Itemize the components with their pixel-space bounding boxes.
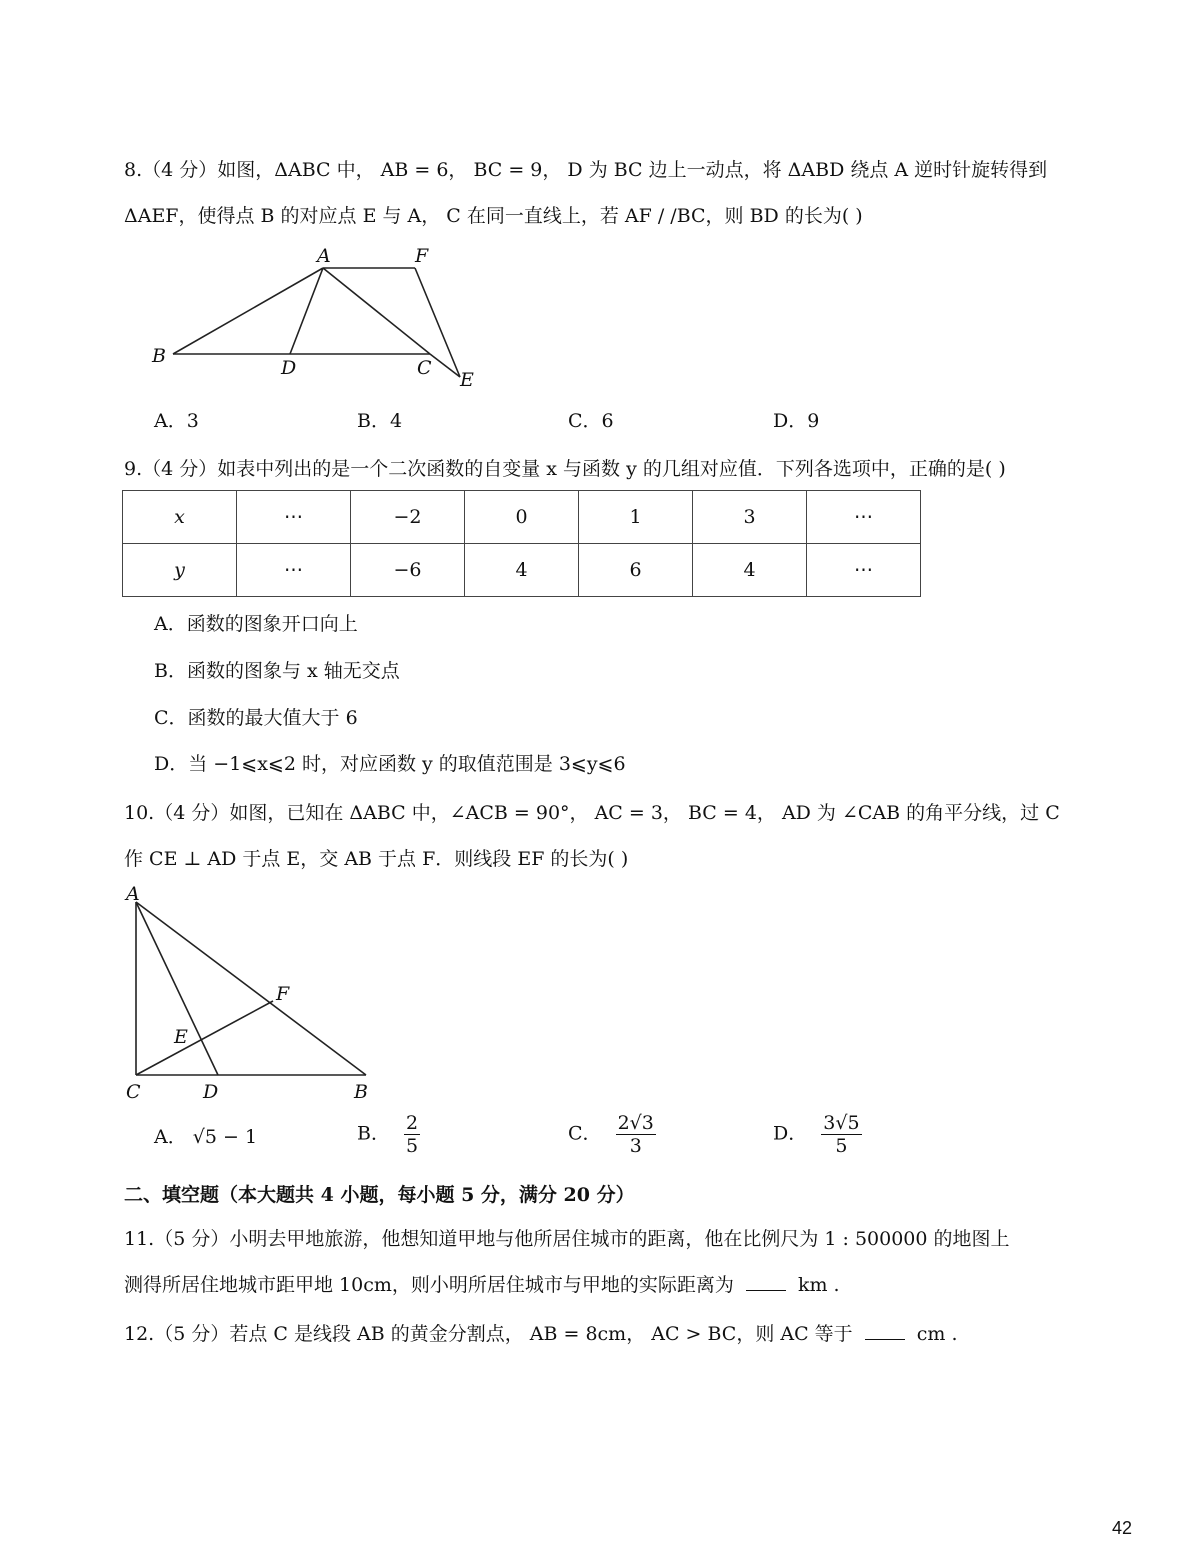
fraction-denominator: 3 xyxy=(629,1135,642,1157)
option-label: B． xyxy=(357,1122,390,1145)
q8-option-d: D．9 xyxy=(773,410,820,432)
q9-option-d: D．当 −1⩽x⩽2 时，对应函数 y 的取值范围是 3⩽y⩽6 xyxy=(154,753,626,775)
table-cell: ⋯ xyxy=(807,544,921,597)
table-cell: y xyxy=(123,544,237,597)
q11-stem-line2 xyxy=(124,1272,840,1298)
page-number: 42 xyxy=(1111,1518,1132,1538)
q12-stem-text: 12.（5 分）若点 C 是线段 AB 的黄金分割点， AB = 8cm， AC > BC，则 AC 等于 xyxy=(124,1323,853,1345)
q10-option-d xyxy=(773,1112,862,1157)
q10-option-a xyxy=(154,1124,257,1150)
q10-label-c: C xyxy=(126,1081,141,1103)
q10-option-b xyxy=(357,1112,420,1157)
fraction-numerator: 2 xyxy=(406,1112,419,1134)
table-cell: ⋯ xyxy=(807,491,921,544)
q8-label-d: D xyxy=(281,357,297,379)
q10-stem-line2: 作 CE ⊥ AD 于点 E，交 AB 于点 F．则线段 EF 的长为( ) xyxy=(124,848,629,870)
q12-stem xyxy=(124,1321,958,1347)
answer-blank[interactable] xyxy=(746,1290,786,1291)
q10-label-e: E xyxy=(174,1026,188,1048)
q8-label-b: B xyxy=(152,345,166,367)
table-cell: x xyxy=(123,491,237,544)
table-cell: −6 xyxy=(351,544,465,597)
q8-label-c: C xyxy=(417,357,432,379)
q9-option-c: C．函数的最大值大于 6 xyxy=(154,707,358,729)
q10-label-d: D xyxy=(203,1081,219,1103)
option-label: A． xyxy=(154,1126,187,1148)
q8-stem-line2: ΔAEF，使得点 B 的对应点 E 与 A， C 在同一直线上，若 AF / /BC，则 BD 的长为( ) xyxy=(124,205,863,227)
q8-label-f: F xyxy=(415,245,429,267)
fraction-denominator: 5 xyxy=(406,1135,419,1157)
fraction-denominator: 5 xyxy=(835,1135,848,1157)
q8-option-b: B．4 xyxy=(357,410,403,432)
q8-option-c: C．6 xyxy=(568,410,614,432)
q10-label-a: A xyxy=(126,883,140,905)
q8-stem-line1: 8.（4 分）如图，ΔABC 中， AB = 6， BC = 9， D 为 BC 边上一动点，将 ΔABD 绕点 A 逆时针旋转得到 xyxy=(124,159,1048,181)
q10-stem-line1: 10.（4 分）如图，已知在 ΔABC 中，∠ACB = 90°， AC = 3， BC = 4， AD 为 ∠CAB 的角平分线，过 C xyxy=(124,802,1060,824)
table-cell: 4 xyxy=(465,544,579,597)
fraction xyxy=(404,1112,420,1157)
q10-label-f: F xyxy=(276,983,290,1005)
q10-label-b: B xyxy=(354,1081,368,1103)
table-cell: 0 xyxy=(465,491,579,544)
q8-label-e: E xyxy=(460,369,474,391)
answer-blank[interactable] xyxy=(865,1339,905,1340)
table-cell: −2 xyxy=(351,491,465,544)
table-cell: 4 xyxy=(693,544,807,597)
q8-figure xyxy=(140,240,500,400)
q10-figure xyxy=(118,880,398,1105)
table-cell: 3 xyxy=(693,491,807,544)
q10-option-c xyxy=(568,1112,656,1157)
section-title: 二、填空题（本大题共 4 小题，每小题 5 分，满分 20 分） xyxy=(124,1184,635,1206)
q9-option-a: A．函数的图象开口向上 xyxy=(154,613,358,635)
q12-unit: cm . xyxy=(916,1323,958,1345)
fraction-numerator: 2√3 xyxy=(617,1112,654,1134)
q9-stem: 9.（4 分）如表中列出的是一个二次函数的自变量 x 与函数 y 的几组对应值．下列各选项中，正确的是( ) xyxy=(124,458,1006,480)
table-cell: ⋯ xyxy=(237,544,351,597)
q11-stem-text: 测得所居住地城市距甲地 10cm，则小明所居住城市与甲地的实际距离为 xyxy=(124,1274,734,1296)
q11-unit: km . xyxy=(797,1274,840,1296)
q8-label-a: A xyxy=(317,245,331,267)
q8-option-a: A．3 xyxy=(154,410,199,432)
table-row xyxy=(123,544,921,597)
table-cell: 6 xyxy=(579,544,693,597)
option-expression: √5 − 1 xyxy=(192,1126,258,1148)
table-row xyxy=(123,491,921,544)
option-label: D． xyxy=(773,1122,808,1145)
table-cell: ⋯ xyxy=(237,491,351,544)
table-cell: 1 xyxy=(579,491,693,544)
q11-stem-line1: 11.（5 分）小明去甲地旅游，他想知道甲地与他所居住城市的距离，他在比例尺为 1 : 500000 的地图上 xyxy=(124,1228,1010,1250)
fraction xyxy=(821,1112,861,1157)
q9-option-b: B．函数的图象与 x 轴无交点 xyxy=(154,660,400,682)
option-label: C． xyxy=(568,1122,602,1145)
fraction-numerator: 3√5 xyxy=(823,1112,860,1134)
q9-value-table xyxy=(122,490,921,597)
fraction xyxy=(616,1112,656,1157)
